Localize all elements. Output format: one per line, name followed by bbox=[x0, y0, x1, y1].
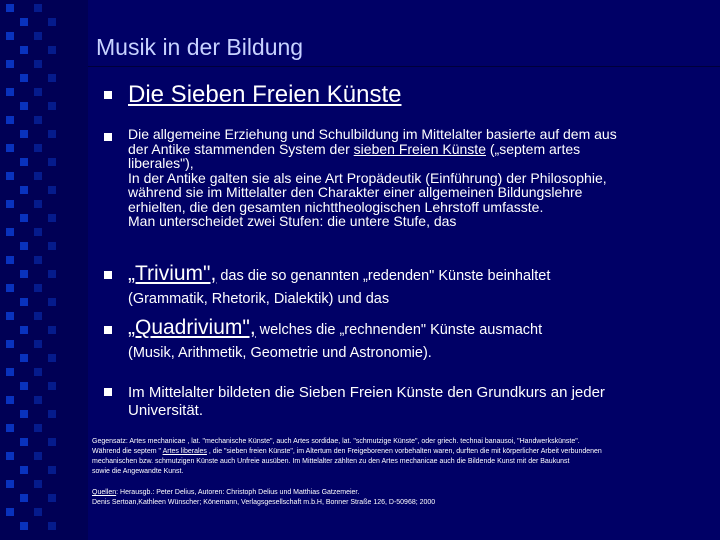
footnote-text: , die "sieben freien Künste", im Altertum den Freigeborenen vorbehalten waren, durften die mit körperlicher Arbeit verbundenen bbox=[206, 448, 602, 455]
trivium-description: das die so genannten „redenden" Künste beinhaltet bbox=[216, 268, 551, 284]
decorative-square bbox=[6, 340, 14, 348]
closing-line: Universität. bbox=[128, 402, 204, 419]
intro-text: („septem artes bbox=[485, 140, 581, 157]
decorative-square bbox=[6, 396, 14, 404]
decorative-square bbox=[34, 4, 42, 12]
decorative-square bbox=[6, 228, 14, 236]
decorative-square bbox=[48, 354, 56, 362]
bullet-icon bbox=[104, 326, 112, 334]
decorative-square bbox=[20, 214, 28, 222]
decorative-square bbox=[34, 256, 42, 264]
decorative-square bbox=[6, 144, 14, 152]
decorative-square bbox=[34, 116, 42, 124]
intro-text: der Antike stammenden System der bbox=[128, 140, 354, 157]
intro-line: liberales"), bbox=[128, 155, 194, 171]
decorative-square bbox=[20, 46, 28, 54]
decorative-square bbox=[48, 46, 56, 54]
decorative-square bbox=[34, 368, 42, 376]
artes-liberales-link[interactable]: Artes liberales bbox=[162, 448, 207, 455]
decorative-square bbox=[48, 326, 56, 334]
footnote-line: sowie die Angewandte Kunst. bbox=[92, 468, 184, 475]
decorative-square bbox=[20, 410, 28, 418]
intro-paragraph bbox=[128, 127, 700, 229]
decorative-square bbox=[6, 424, 14, 432]
footnote-text: Während die septem " bbox=[92, 448, 163, 455]
decorative-square bbox=[6, 368, 14, 376]
decorative-square bbox=[48, 410, 56, 418]
decorative-square bbox=[48, 18, 56, 26]
decorative-side-band bbox=[0, 0, 88, 540]
decorative-square bbox=[20, 522, 28, 530]
sieben-freien-kuenste-link[interactable]: sieben Freien Künste bbox=[353, 140, 486, 157]
section-heading: Die Sieben Freien Künste bbox=[128, 81, 402, 108]
decorative-square bbox=[20, 18, 28, 26]
decorative-square bbox=[20, 466, 28, 474]
sources-line: Denis Sertoan,Kathleen Wünscher; Könemann, Verlagsgesellschaft m.b.H, Bonner Straße 126, D-50968; 2000 bbox=[92, 499, 436, 506]
bullet-icon bbox=[104, 133, 112, 141]
intro-line: Man unterscheidet zwei Stufen: die untere Stufe, das bbox=[128, 213, 457, 229]
decorative-square bbox=[48, 158, 56, 166]
bullet-icon bbox=[104, 388, 112, 396]
sources-label: Quellen bbox=[92, 489, 117, 496]
sources-text: : Herausgb.: Peter Delius, Autoren: Christoph Delius und Matthias Gatzemeier. bbox=[116, 489, 360, 496]
decorative-square bbox=[48, 242, 56, 250]
decorative-square bbox=[48, 382, 56, 390]
decorative-square bbox=[6, 312, 14, 320]
decorative-square bbox=[48, 74, 56, 82]
decorative-square bbox=[48, 522, 56, 530]
decorative-square bbox=[34, 312, 42, 320]
intro-line bbox=[128, 142, 700, 157]
footnote-line bbox=[92, 447, 702, 457]
decorative-square bbox=[20, 382, 28, 390]
bullet-icon bbox=[104, 271, 112, 279]
decorative-square bbox=[6, 452, 14, 460]
decorative-square bbox=[20, 130, 28, 138]
decorative-square bbox=[34, 88, 42, 96]
closing-line: Im Mittelalter bildeten die Sieben Freien Künste den Grundkurs an jeder bbox=[128, 384, 605, 401]
intro-line: erhielten, die den gesamten nichttheologischen Lehrstoff umfasste. bbox=[128, 198, 544, 215]
decorative-square bbox=[34, 424, 42, 432]
decorative-square bbox=[34, 396, 42, 404]
quadrivium-description: welches die „rechnenden" Künste ausmacht bbox=[255, 322, 543, 338]
trivium-line bbox=[128, 262, 550, 286]
decorative-square bbox=[6, 200, 14, 208]
title-divider bbox=[88, 66, 720, 67]
slide-title: Musik in der Bildung bbox=[96, 34, 304, 60]
decorative-square bbox=[6, 284, 14, 292]
trivium-subjects: (Grammatik, Rhetorik, Dialektik) und das bbox=[128, 291, 390, 307]
decorative-square bbox=[34, 172, 42, 180]
quadrivium-term: „Quadrivium", bbox=[128, 316, 256, 339]
decorative-square bbox=[34, 200, 42, 208]
decorative-square bbox=[34, 228, 42, 236]
decorative-square bbox=[34, 452, 42, 460]
closing-paragraph bbox=[128, 384, 700, 420]
decorative-square bbox=[34, 480, 42, 488]
footnote-line: mechanischen bzw. schmutzigen Künste auch Unfreie ausüben. Im Mittelalter zählten zu den Artes mechanicae auch die Bildende Kunst mit der Baukunst bbox=[92, 458, 570, 465]
decorative-square bbox=[20, 326, 28, 334]
decorative-square bbox=[34, 340, 42, 348]
quadrivium-line bbox=[128, 316, 542, 340]
decorative-square bbox=[20, 354, 28, 362]
decorative-square bbox=[34, 32, 42, 40]
decorative-square bbox=[48, 298, 56, 306]
intro-line: Die allgemeine Erziehung und Schulbildung im Mittelalter basierte auf dem aus bbox=[128, 126, 617, 142]
decorative-square bbox=[6, 480, 14, 488]
decorative-square bbox=[48, 214, 56, 222]
decorative-square bbox=[6, 116, 14, 124]
decorative-square bbox=[48, 102, 56, 110]
decorative-square bbox=[20, 494, 28, 502]
decorative-square bbox=[20, 270, 28, 278]
decorative-square bbox=[48, 494, 56, 502]
decorative-square bbox=[48, 466, 56, 474]
decorative-square bbox=[48, 130, 56, 138]
decorative-square bbox=[6, 508, 14, 516]
decorative-square bbox=[6, 4, 14, 12]
decorative-square bbox=[34, 508, 42, 516]
decorative-square bbox=[6, 256, 14, 264]
decorative-square bbox=[6, 60, 14, 68]
decorative-square bbox=[48, 270, 56, 278]
trivium-term: „Trivium", bbox=[128, 262, 217, 285]
footnote-line: Gegensatz: Artes mechanicae , lat. "mechanische Künste", auch Artes sordidae, lat. "schmutzige Künste", oder griech. technai banausoi, "Handwerkskünste". bbox=[92, 438, 580, 445]
decorative-square bbox=[20, 186, 28, 194]
decorative-square bbox=[48, 438, 56, 446]
sources bbox=[92, 488, 702, 508]
intro-line: während sie im Mittelalter den Charakter einer allgemeinen Bildungslehre bbox=[128, 184, 583, 200]
decorative-square bbox=[20, 298, 28, 306]
decorative-square bbox=[6, 172, 14, 180]
quadrivium-subjects: (Musik, Arithmetik, Geometrie und Astronomie). bbox=[128, 345, 432, 361]
decorative-square bbox=[20, 102, 28, 110]
decorative-square bbox=[34, 60, 42, 68]
decorative-square bbox=[34, 284, 42, 292]
footnote bbox=[92, 437, 702, 477]
decorative-square bbox=[6, 88, 14, 96]
sources-line bbox=[92, 488, 702, 498]
decorative-square bbox=[6, 32, 14, 40]
decorative-square bbox=[20, 438, 28, 446]
decorative-square bbox=[34, 144, 42, 152]
bullet-icon bbox=[104, 91, 112, 99]
decorative-square bbox=[20, 158, 28, 166]
decorative-square bbox=[20, 74, 28, 82]
intro-line: In der Antike galten sie als eine Art Propädeutik (Einführung) der Philosophie, bbox=[128, 169, 607, 186]
decorative-square bbox=[20, 242, 28, 250]
decorative-square bbox=[48, 186, 56, 194]
